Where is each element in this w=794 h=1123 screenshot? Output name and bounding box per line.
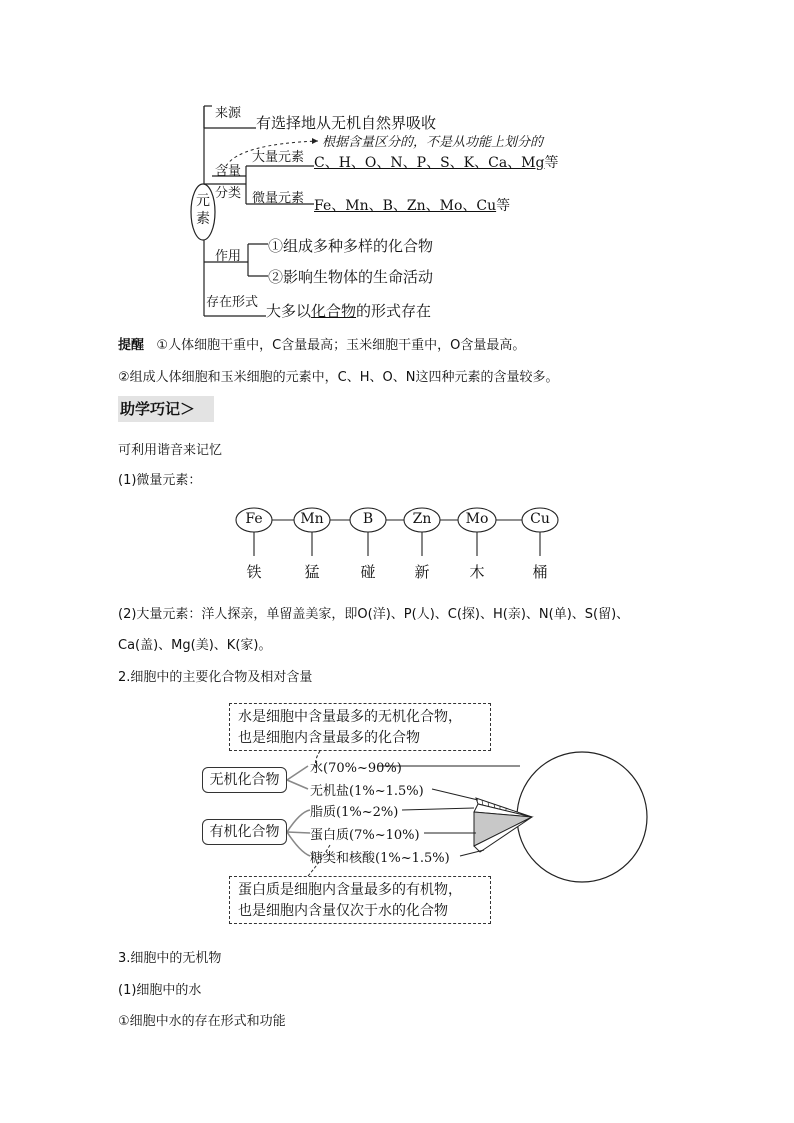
section3-sub-2: ①细胞中水的存在形式和功能 — [118, 1014, 286, 1029]
center-element: 元素 — [196, 193, 210, 227]
reminder-line-1: ①人体细胞干重中，C含量最高；玉米细胞干重中，O含量最高。 — [156, 338, 526, 353]
water-label: 水(70%~90%) — [310, 761, 402, 776]
lipid-label: 脂质(1%~2%) — [310, 805, 399, 820]
section3-sub-1: (1)细胞中的水 — [118, 983, 202, 998]
classify-label: 分类 — [215, 186, 242, 201]
inorganic-compound-box: 无机化合物 — [202, 767, 287, 793]
chain-char-6: 桶 — [532, 563, 548, 581]
major-label: 大量元素 — [252, 150, 305, 165]
major-mnemonic-line-1: (2)大量元素：洋人探亲，单留盖美家，即O(洋)、P(人)、C(探)、H(亲)、N(单)、S(留)、 — [118, 607, 630, 622]
reminder-label: 提醒 — [118, 338, 145, 353]
chain-char-5: 木 — [469, 563, 485, 581]
trace-suffix: 等 — [496, 198, 511, 214]
salt-label: 无机盐(1%~1.5%) — [310, 784, 424, 799]
section2-title: 2.细胞中的主要化合物及相对含量 — [118, 670, 313, 685]
trace-elements: Fe、Mn、B、Zn、Mo、Cu — [314, 198, 497, 214]
function-item-1: ①组成多种多样的化合物 — [268, 237, 434, 255]
protein-label: 蛋白质(7%~10%) — [310, 828, 420, 843]
form-label: 存在形式 — [206, 295, 259, 310]
content-annotation: 根据含量区分的，不是从功能上划分的 — [322, 135, 544, 150]
function-label: 作用 — [215, 249, 242, 264]
note-bottom-line-2: 也是细胞内含量仅次于水的化合物 — [238, 903, 448, 919]
note-top-line-1: 水是细胞中含量最多的无机化合物， — [238, 709, 462, 725]
major-mnemonic-line-2: Ca(盖)、Mg(美)、K(家)。 — [118, 638, 272, 653]
organic-compound-box: 有机化合物 — [202, 819, 287, 845]
note-bottom-line-1: 蛋白质是细胞内含量最多的有机物， — [238, 882, 462, 898]
chain-symbol-cu: Cu — [530, 511, 550, 527]
trace-title: (1)微量元素： — [118, 473, 202, 488]
source-text: 有选择地从无机自然界吸收 — [256, 114, 437, 132]
function-item-2: ②影响生物体的生命活动 — [268, 268, 434, 286]
note-bottom-box — [229, 876, 491, 924]
chain-symbol-mo: Mo — [465, 511, 489, 527]
chain-symbol-zn: Zn — [412, 511, 432, 527]
reminder-line-2: ②组成人体细胞和玉米细胞的元素中，C、H、O、N这四种元素的含量较多。 — [118, 370, 559, 385]
form-text-post: 的形式存在 — [356, 302, 432, 320]
chain-char-2: 猛 — [304, 563, 320, 581]
major-elements: C、H、O、N、P、S、K、Ca、Mg — [314, 155, 545, 171]
sugar-nucleic-label: 糖类和核酸(1%~1.5%) — [310, 851, 450, 866]
trace-label: 微量元素 — [252, 191, 305, 206]
form-text-ul: 化合物 — [311, 302, 357, 320]
chain-symbol-b: B — [362, 511, 374, 527]
chain-symbol-fe: Fe — [245, 511, 263, 527]
chain-char-1: 铁 — [246, 563, 262, 581]
chain-char-3: 碰 — [360, 563, 376, 581]
memory-intro: 可利用谐音来记忆 — [118, 443, 223, 458]
content-label: 含量 — [215, 164, 242, 179]
chain-char-4: 新 — [414, 563, 430, 581]
section3-title: 3.细胞中的无机物 — [118, 951, 222, 966]
form-text-pre: 大多以 — [266, 302, 312, 320]
source-label: 来源 — [215, 106, 242, 121]
note-top-line-2: 也是细胞内含量最多的化合物 — [238, 730, 420, 746]
memory-heading: 助学巧记＞ — [118, 396, 214, 422]
chain-symbol-mn: Mn — [300, 511, 324, 527]
major-suffix: 等 — [544, 155, 559, 171]
